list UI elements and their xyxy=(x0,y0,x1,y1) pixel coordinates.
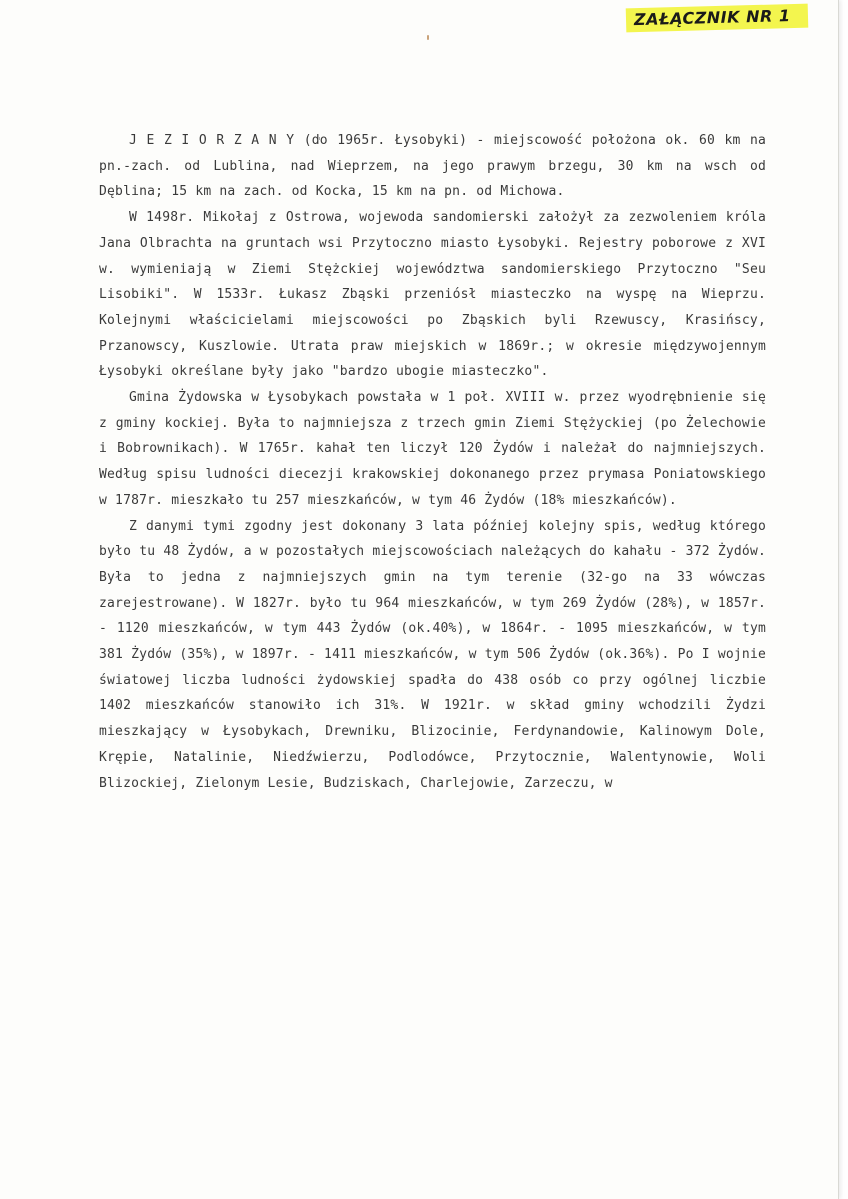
paragraph-census: Z danymi tymi zgodny jest dokonany 3 lata później kolejny spis, według którego było tu 48 Żydów, a w pozostałych miejscowościach należących do kahału - 372 Żydów. Była to jedna z najmniejszych gmin na tym terenie (32-go na 33 wówczas zarejestrowane). W 1827r. było tu 964 mieszkańców, w tym 269 Żydów (28%), w 1857r. - 1120 mieszkańców, w tym 443 Żydów (ok.40%), w 1864r. - 1095 mieszkańców, w tym 381 Żydów (35%), w 1897r. - 1411 mieszkańców, w tym 506 Żydów (ok.36%). Po I wojnie światowej liczba ludności żydowskiej spadła do 438 osób co przy ogólnej liczbie 1402 mieszkańców stanowiło ich 31%. W 1921r. w skład gminy wchodzili Żydzi mieszkający w Łysobykach, Drewniku, Blizocinie, Ferdynandowie, Kalinowym Dole, Krępie, Natalinie, Niedźwierzu, Podlodówce, Przytocznie, Walentynowie, Woli Blizockiej, Zielonym Lesie, Budziskach, Charlejowie, Zarzeczu, w xyxy=(99,518,766,791)
paragraph-intro: J E Z I O R Z A N Y (do 1965r. Łysobyki) - miejscowość położona ok. 60 km na pn.-zach. od Lublina, nad Wieprzem, na jego prawym brzegu, 30 km na wsch od Dęblina; 15 km na zach. od Kocka, 15 km na pn. od Michowa. xyxy=(99,133,766,200)
paragraph-history: W 1498r. Mikołaj z Ostrowa, wojewoda sandomierski założył za zezwoleniem króla Jana Olbrachta na gruntach wsi Przytoczno miasto Łysobyki. Rejestry poborowe z XVI w. wymieniają w Ziemi Stężckiej województwa sandomierskiego Przytoczno "Seu Lisobiki". W 1533r. Łukasz Zbąski przeniósł miasteczko na wyspę na Wieprzu. Kolejnymi właścicielami miejscowości po Zbąskich byli Rzewuscy, Krasińscy, Przanowscy, Kuszlowie. Utrata praw miejskich w 1869r.; w okresie międzywojennym Łysobyki określane były jako "bardzo ubogie miasteczko". xyxy=(99,210,766,380)
document-body xyxy=(99,128,766,796)
attachment-label: ZAŁĄCZNIK NR 1 xyxy=(626,4,809,33)
paragraph-jewish-community: Gmina Żydowska w Łysobykach powstała w 1 poł. XVIII w. przez wyodrębnienie się z gminy kockiej. Była to najmniejsza z trzech gmin Ziemi Stężyckiej (po Żelechowie i Bobrownikach). W 1765r. kahał ten liczył 120 Żydów i należał do najmniejszych. Według spisu ludności diecezji krakowskiej dokonanego przez prymasa Poniatowskiego w 1787r. mieszkało tu 257 mieszkańców, w tym 46 Żydów (18% mieszkańców). xyxy=(99,390,766,508)
paper-speck xyxy=(427,35,429,40)
